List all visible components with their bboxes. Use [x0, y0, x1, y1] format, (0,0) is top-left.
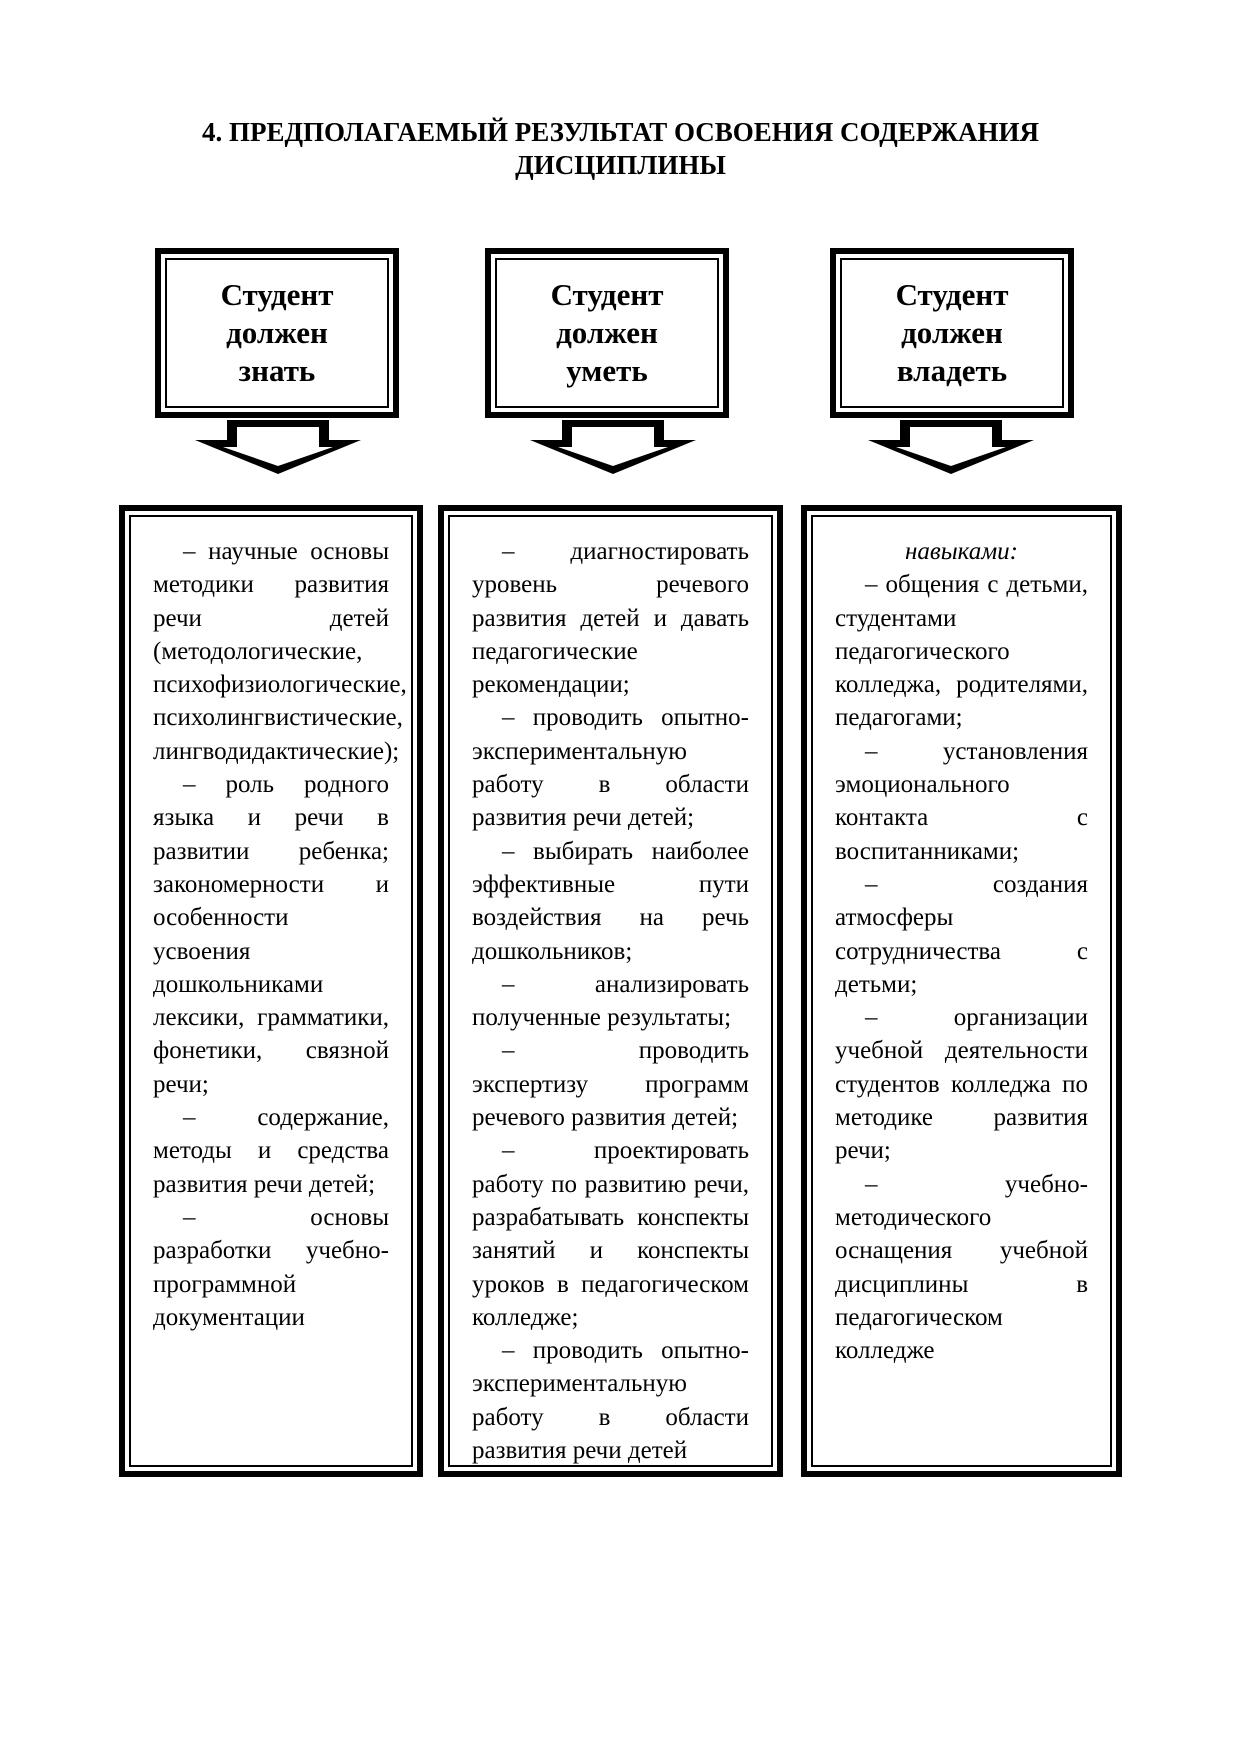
column-box-can	[438, 505, 783, 1477]
can-item: – диагностировать уровень речевого развития детей и давать педагогические рекомендации;	[472, 538, 749, 699]
header-can-line-2: должен	[556, 315, 658, 350]
can-item: – проводить опытно-экспериментальную работу в области развития речи детей;	[472, 704, 749, 832]
header-know-line-3: знать	[238, 353, 316, 388]
column-box-master	[801, 505, 1122, 1477]
can-item: – выбирать наиболее эффективные пути воздействия на речь дошкольников;	[472, 837, 749, 965]
master-item: – установления эмоционального контакта с воспитанниками;	[835, 737, 1088, 865]
column-inner-can	[448, 515, 773, 1467]
page-title-line-2: ДИСЦИПЛИНЫ	[515, 150, 726, 180]
know-item: – основы разработки учебно-программной документации	[153, 1203, 389, 1331]
header-can-line-1: Студент	[550, 277, 664, 312]
can-item: – анализировать полученные результаты;	[472, 970, 749, 1032]
header-master-line-2: должен	[901, 315, 1003, 350]
header-inner-can	[495, 258, 719, 408]
know-item: – научные основы методики развития речи детей (методологические, психофизиологические, психолингвистические, лингводидактические);	[153, 538, 407, 765]
page-title-line-1: 4. ПРЕДПОЛАГАЕМЫЙ РЕЗУЛЬТАТ ОСВОЕНИЯ СОДЕРЖАНИЯ	[201, 117, 1040, 147]
know-item: – роль родного языка и речи в развитии ребенка; закономерности и особенности усвоения дошкольниками лексики, грамматики, фонетики, связной речи;	[153, 771, 389, 1098]
header-inner-master	[840, 258, 1064, 408]
down-arrow-icon	[193, 418, 363, 476]
header-master-line-3: владеть	[896, 353, 1008, 388]
can-item: – проводить экспертизу программ речевого развития детей;	[472, 1037, 749, 1132]
master-item: – создания атмосферы сотрудничества с детьми;	[835, 870, 1088, 998]
page-title	[100, 116, 1141, 182]
master-item: – организации учебной деятельности студентов колледжа по методике развития речи;	[835, 1004, 1088, 1165]
column-text-know	[153, 535, 407, 1334]
header-box-know	[155, 248, 399, 418]
column-inner-master	[811, 515, 1112, 1467]
column-text-can	[472, 535, 749, 1467]
header-master-line-1: Студент	[895, 277, 1009, 312]
header-inner-know	[165, 258, 389, 408]
master-item: – учебно-методического оснащения учебной дисциплины в педагогическом колледже	[835, 1170, 1088, 1365]
header-box-master	[830, 248, 1074, 418]
down-arrow-icon	[866, 418, 1036, 476]
skills-note: навыками:	[904, 538, 1019, 565]
header-box-can	[485, 248, 729, 418]
can-item: – проводить опытно-экспериментальную работу в области развития речи детей	[472, 1337, 749, 1465]
header-know-line-1: Студент	[220, 277, 334, 312]
header-can-line-3: уметь	[566, 353, 648, 388]
can-item: – проектировать работу по развитию речи, разрабатывать конспекты занятий и конспекты уроков в педагогическом колледже;	[472, 1137, 749, 1331]
column-inner-know	[129, 515, 413, 1467]
know-item: – содержание, методы и средства развития речи детей;	[153, 1104, 389, 1198]
master-item: – общения с детьми, студентами педагогического колледжа, родителями, педагогами;	[835, 571, 1088, 732]
down-arrow-icon	[528, 418, 698, 476]
column-box-know	[119, 505, 423, 1477]
column-text-master	[835, 535, 1088, 1367]
header-know-line-2: должен	[226, 315, 328, 350]
